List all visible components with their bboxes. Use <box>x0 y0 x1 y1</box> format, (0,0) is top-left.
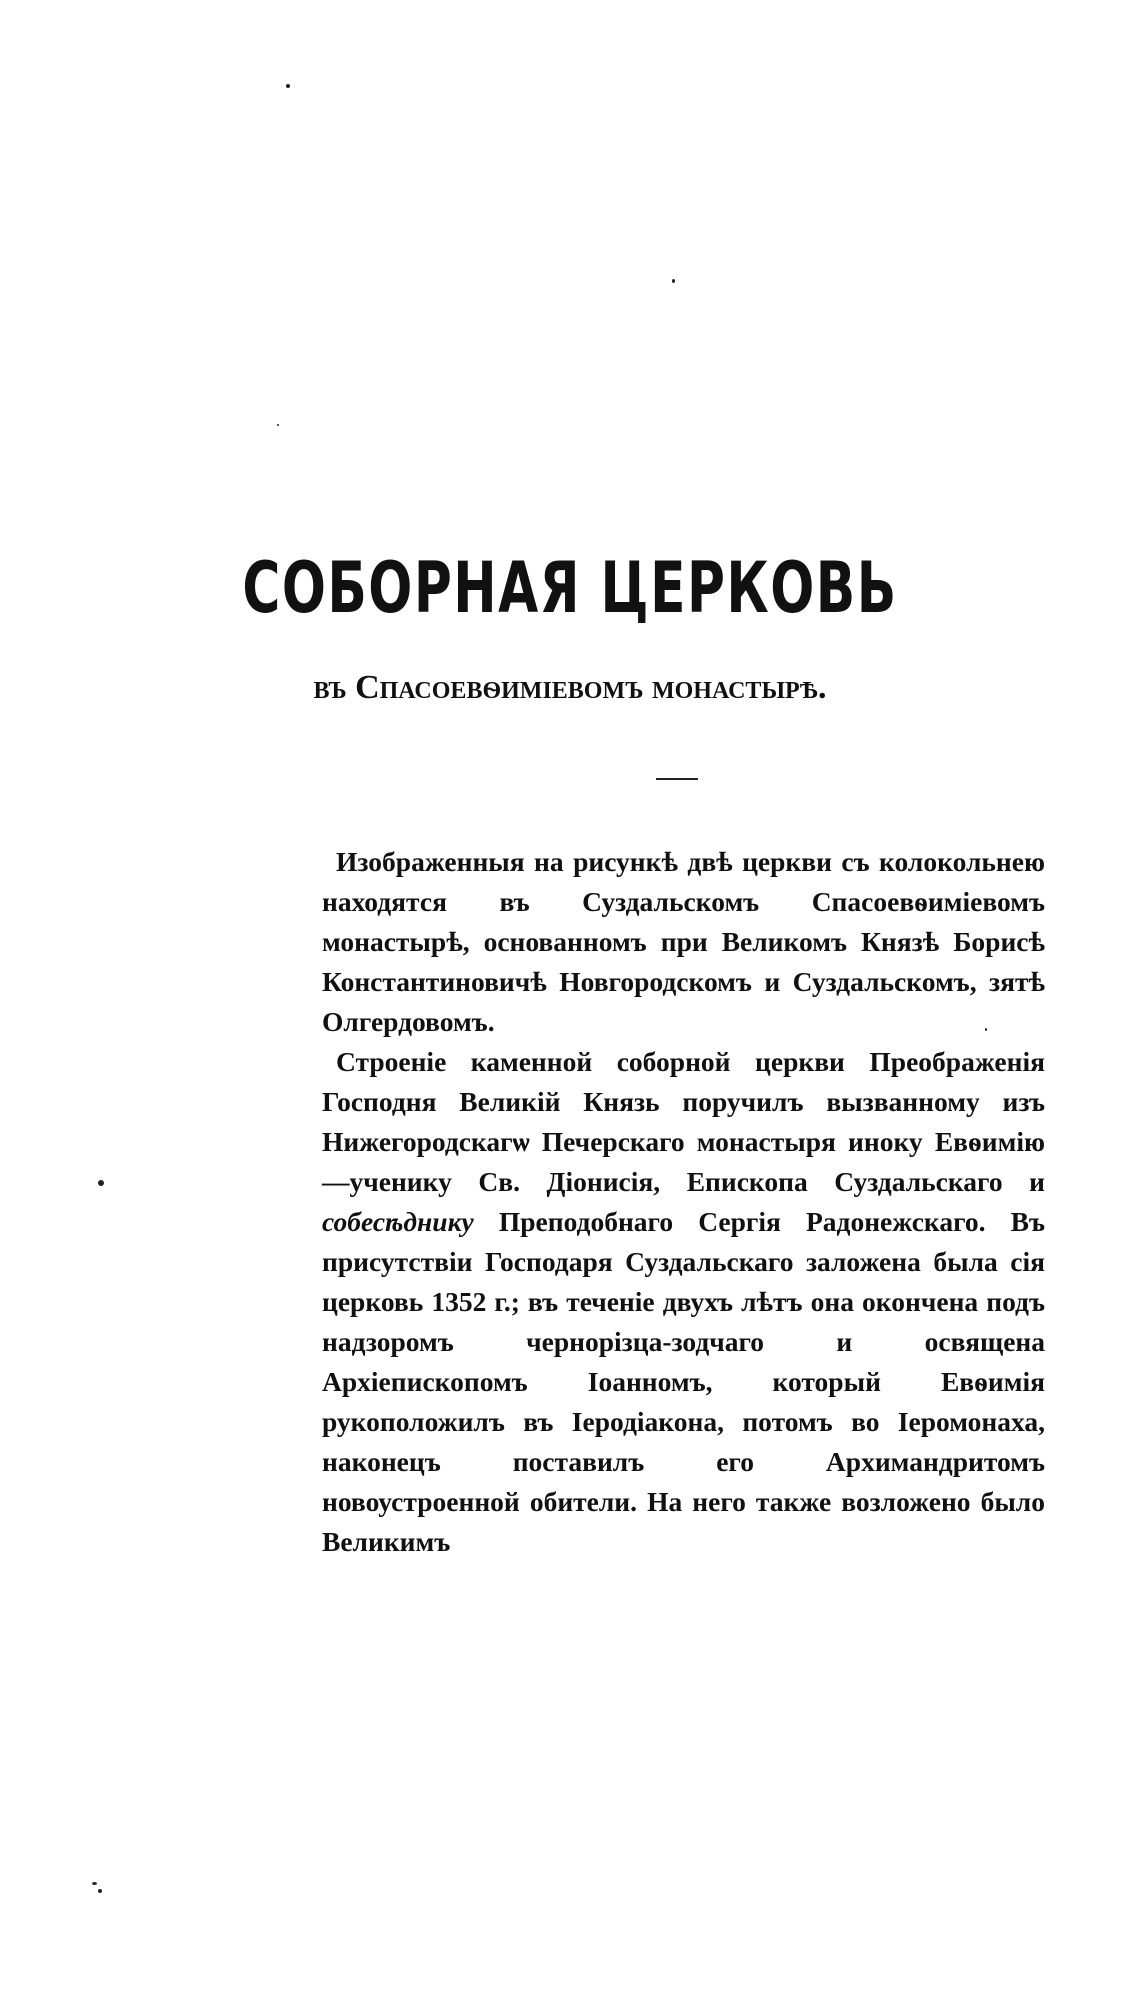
paragraph-2-italic-word: собесѣднику <box>322 1206 474 1237</box>
body-text <box>322 842 1045 1562</box>
ink-speck <box>92 1882 97 1885</box>
ink-speck <box>277 424 279 426</box>
paragraph-2-text-start: Строеніе каменной соборной церкви Преображенія Господня Великій Князь поручилъ вызванному изъ Нижегородскагѡ Печерскаго монастыря иноку Евѳимію—ученику Св. Діонисія, Епископа Суздальскаго и <box>322 1046 1045 1197</box>
ink-speck <box>286 84 290 88</box>
ink-speck <box>98 1889 102 1893</box>
paragraph-2 <box>322 1042 1045 1562</box>
paragraph-1-text: Изображенныя на рисункѣ двѣ церкви съ колокольнею находятся въ Суздальскомъ Спасоевѳиміевомъ монастырѣ, основанномъ при Великомъ Князѣ Борисѣ Константиновичѣ Новгородскомъ и Суздальскомъ, зятѣ Олгердовомъ. <box>322 846 1045 1037</box>
page-title: СОБОРНАЯ ЦЕРКОВЬ <box>242 547 898 629</box>
paragraph-2-text-end: Преподобнаго Сергія Радонежскаго. Въ присутствіи Господаря Суздальскаго заложена была сія церковь 1352 г.; въ теченіе двухъ лѣтъ она окончена подъ надзоромъ чернорізца-зодчаго и освящена Архіепископомъ Іоанномъ, который Евѳимія рукоположилъ въ Іеродіакона, потомъ во Іеромонаха, наконецъ поставилъ его Архимандритомъ новоустроенной обители. На него также возложено было Великимъ <box>322 1206 1045 1557</box>
divider-rule <box>656 778 698 780</box>
ink-speck <box>672 279 675 283</box>
ink-speck <box>98 1180 104 1186</box>
paragraph-1 <box>322 842 1045 1042</box>
page-subtitle: въ Спасоевѳиміевомъ монастырѣ. <box>313 669 827 706</box>
